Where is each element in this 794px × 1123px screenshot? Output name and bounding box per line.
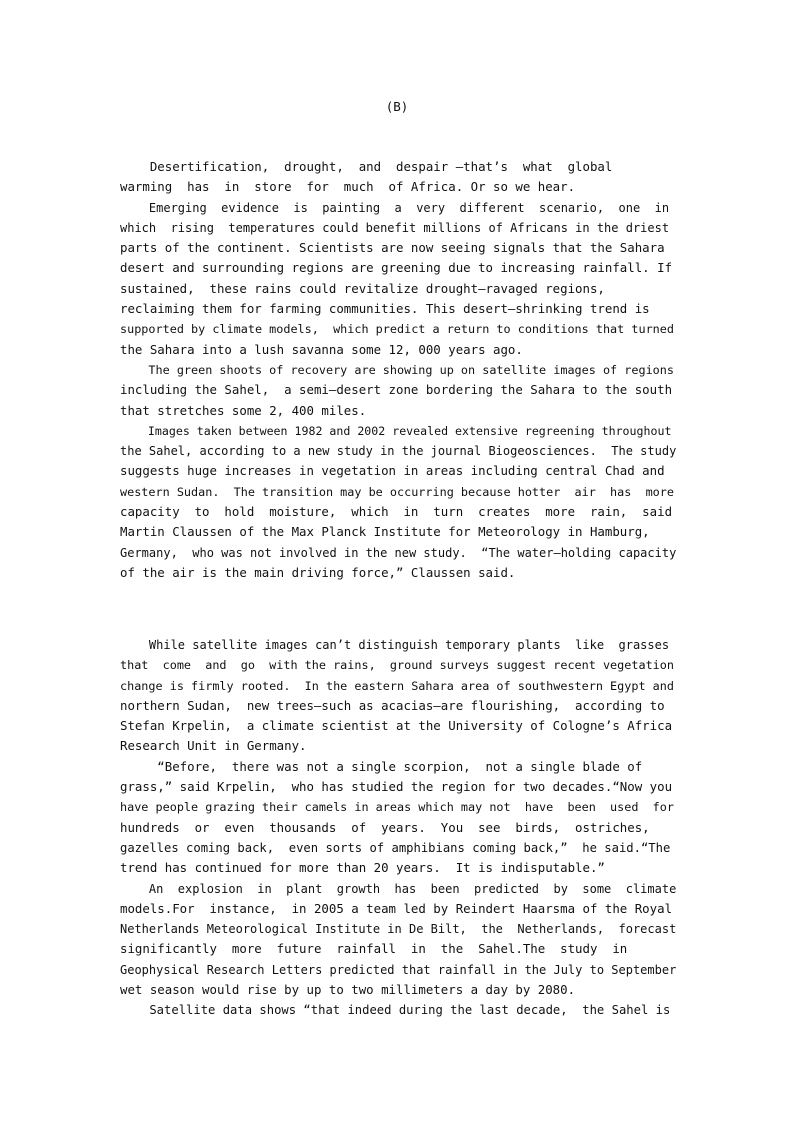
- text-line: Germany, who was not involved in the new study. “The water—holding capacity: [120, 545, 677, 560]
- text-line: capacity to hold moisture, which in turn creates more rain, said: [120, 504, 673, 520]
- text-line: suggests huge increases in vegetation in areas including central Chad and: [120, 463, 665, 479]
- text-line: wet season would rise by up to two millimeters a day by 2080.: [120, 982, 576, 998]
- text-line: Netherlands Meteorological Institute in De Bilt, the Netherlands, forecast: [120, 922, 677, 937]
- text-line: including the Sahel, a semi—desert zone bordering the Sahara to the south: [120, 382, 673, 398]
- text-line: An explosion in plant growth has been predicted by some climate: [120, 881, 677, 896]
- text-block-1: [120, 157, 676, 583]
- text-line: models.For instance, in 2005 a team led by Reindert Haarsma of the Royal: [120, 900, 673, 916]
- text-line: reclaiming them for farming communities. This desert—shrinking trend is: [120, 301, 650, 317]
- section-label: (B): [385, 99, 409, 114]
- text-line: Satellite data shows “that indeed during the last decade, the Sahel is: [120, 1003, 671, 1018]
- text-line: Stefan Krpelin, a climate scientist at the University of Cologne’s Africa: [120, 718, 673, 734]
- text-line: Desertification, drought, and despair —that’s what global: [120, 159, 613, 174]
- text-line: Research Unit in Germany.: [120, 738, 307, 754]
- text-line: Images taken between 1982 and 2002 revealed extensive regreening throughout: [120, 423, 672, 438]
- text-line: “Before, there was not a single scorpion, not a single blade of: [120, 758, 643, 774]
- text-line: Geophysical Research Letters predicted that rainfall in the July to September: [120, 962, 677, 977]
- text-line: supported by climate models, which predict a return to conditions that turned: [120, 322, 674, 337]
- text-line: Emerging evidence is painting a very different scenario, one in: [120, 200, 670, 215]
- text-line: that stretches some 2, 400 miles.: [120, 402, 367, 418]
- text-line: hundreds or even thousands of years. You see birds, ostriches,: [120, 819, 650, 835]
- text-block-2: [120, 635, 676, 1021]
- text-line: that come and go with the rains, ground surveys suggest recent vegetation: [120, 658, 674, 673]
- text-line: sustained, these rains could revitalize drought—ravaged regions,: [120, 280, 605, 296]
- text-line: While satellite images can’t distinguish temporary plants like grasses: [120, 638, 670, 652]
- text-line: gazelles coming back, even sorts of amphibians coming back,” he said.“The: [120, 840, 671, 855]
- text-line: which rising temperatures could benefit millions of Africans in the driest: [120, 220, 670, 235]
- text-line: western Sudan. The transition may be occurring because hotter air has more: [120, 484, 674, 499]
- text-line: have people grazing their camels in areas which may not have been used for: [120, 800, 674, 815]
- text-line: Martin Claussen of the Max Planck Institute for Meteorology in Hamburg,: [120, 524, 650, 540]
- text-line: the Sahara into a lush savanna some 12, 000 years ago.: [120, 341, 523, 357]
- text-line: significantly more future rainfall in the Sahel.The study in: [120, 941, 628, 957]
- text-line: desert and surrounding regions are greening due to increasing rainfall. If: [120, 260, 673, 276]
- text-line: the Sahel, according to a new study in the journal Biogeosciences. The study: [120, 444, 677, 459]
- text-line: warming has in store for much of Africa. Or so we hear.: [120, 179, 576, 195]
- text-line: northern Sudan, new trees—such as acacias—are flourishing, according to: [120, 697, 665, 713]
- text-line: of the air is the main driving force,” Claussen said.: [120, 564, 516, 580]
- text-line: parts of the continent. Scientists are now seeing signals that the Sahara: [120, 240, 665, 256]
- text-line: trend has continued for more than 20 years. It is indisputable.”: [120, 860, 605, 876]
- text-line: grass,” said Krpelin, who has studied the region for two decades.“Now you: [120, 779, 673, 795]
- text-line: change is firmly rooted. In the eastern Sahara area of southwestern Egypt and: [120, 678, 674, 693]
- text-line: The green shoots of recovery are showing up on satellite images of regions: [120, 362, 674, 377]
